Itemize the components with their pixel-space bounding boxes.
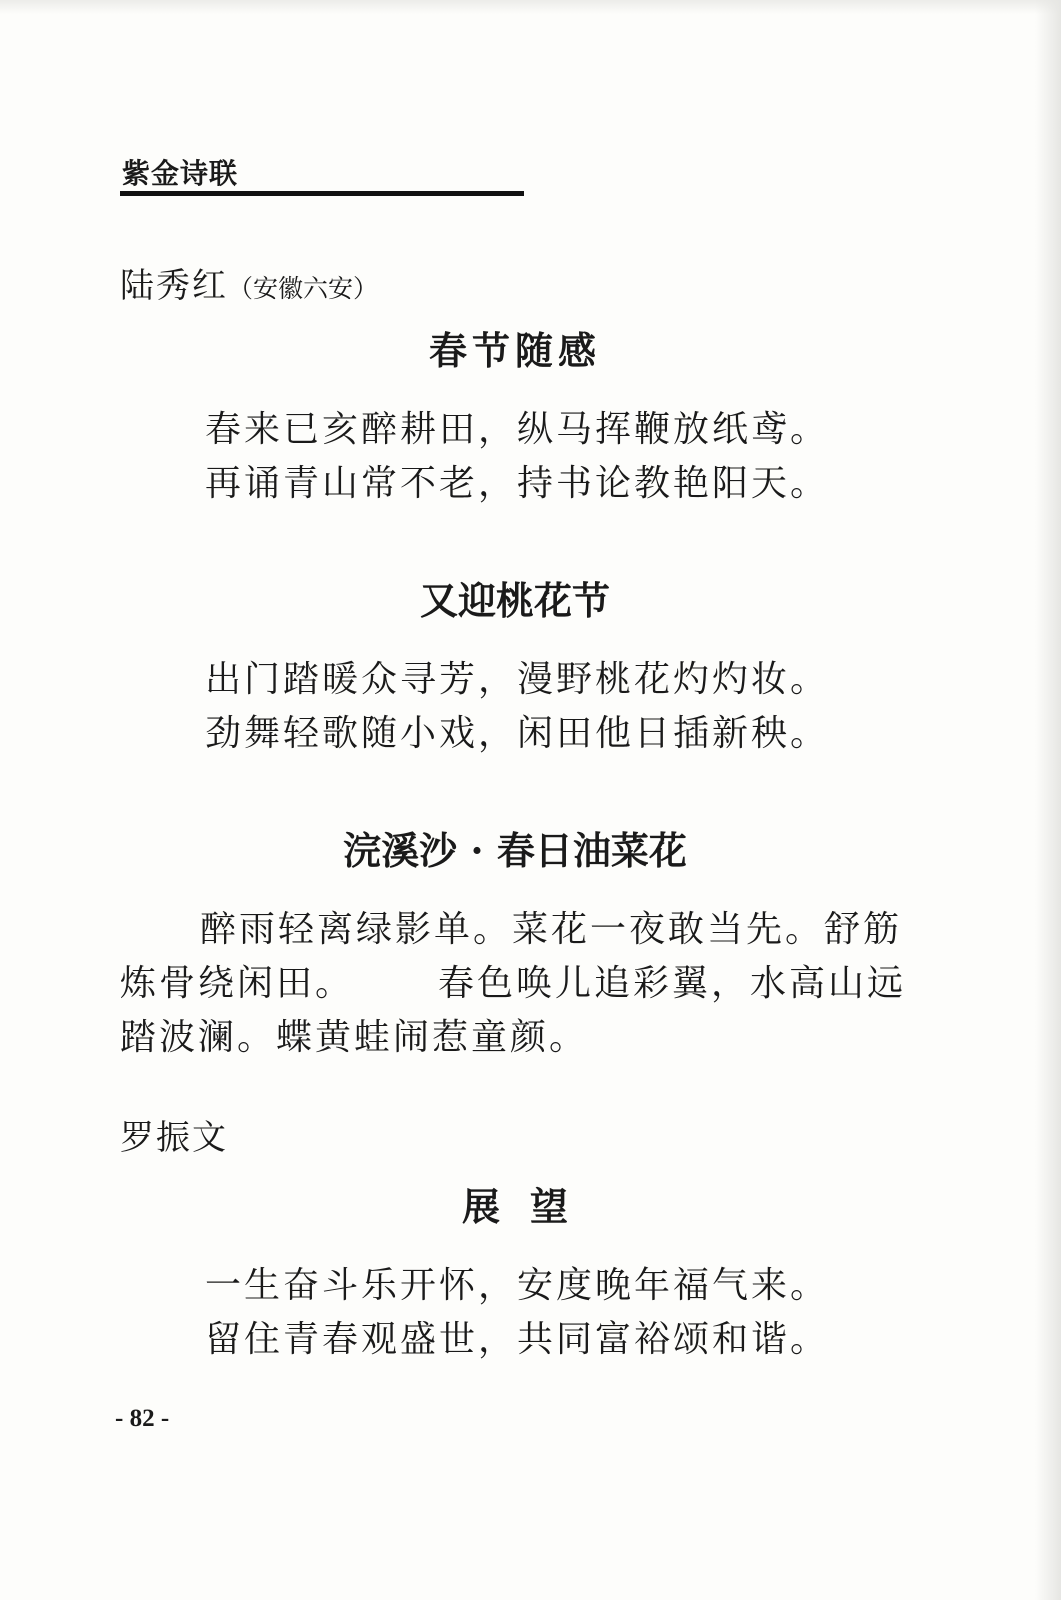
poem-title: 展望 (461, 1184, 598, 1229)
poem-title: 春节随感 (428, 328, 601, 373)
poem-line: 再诵青山常不老，持书论教艳阳天。 (205, 463, 830, 504)
poem-line: 春来已亥醉耕田，纵马挥鞭放纸鸢。 (205, 409, 830, 450)
poem-line: 出门踏暖众寻芳，漫野桃花灼灼妆。 (205, 659, 830, 700)
author-name: 罗振文 (120, 1118, 228, 1158)
author-origin: （安徽六安） (228, 274, 379, 303)
prose-line: 炼骨绕闲田。 (120, 963, 355, 1004)
scan-top-shadow (0, 0, 1061, 14)
poem-line: 劲舞轻歌随小戏，闲田他日插新秧。 (205, 713, 830, 754)
running-header: 紫金诗联 (122, 157, 239, 190)
prose-line: 醉雨轻离绿影单。菜花一夜敢当先。舒筋 (200, 909, 903, 950)
author-name (120, 264, 378, 311)
prose-line: 春色唤儿追彩翼，水高山远 (438, 963, 907, 1004)
author-name-text: 陆秀红 (120, 266, 228, 306)
poem-title: 浣溪沙 · 春日油菜花 (343, 828, 687, 873)
prose-line: 踏波澜。蝶黄蛙闹惹童颜。 (120, 1017, 589, 1058)
poem-line: 一生奋斗乐开怀，安度晚年福气来。 (205, 1265, 830, 1306)
poem-title: 又迎桃花节 (419, 578, 610, 623)
poem-line: 留住青春观盛世，共同富裕颂和谐。 (205, 1319, 830, 1360)
scan-edge-shadow (1035, 0, 1061, 1600)
header-rule (120, 191, 524, 196)
page-number: - 82 - (115, 1405, 170, 1432)
